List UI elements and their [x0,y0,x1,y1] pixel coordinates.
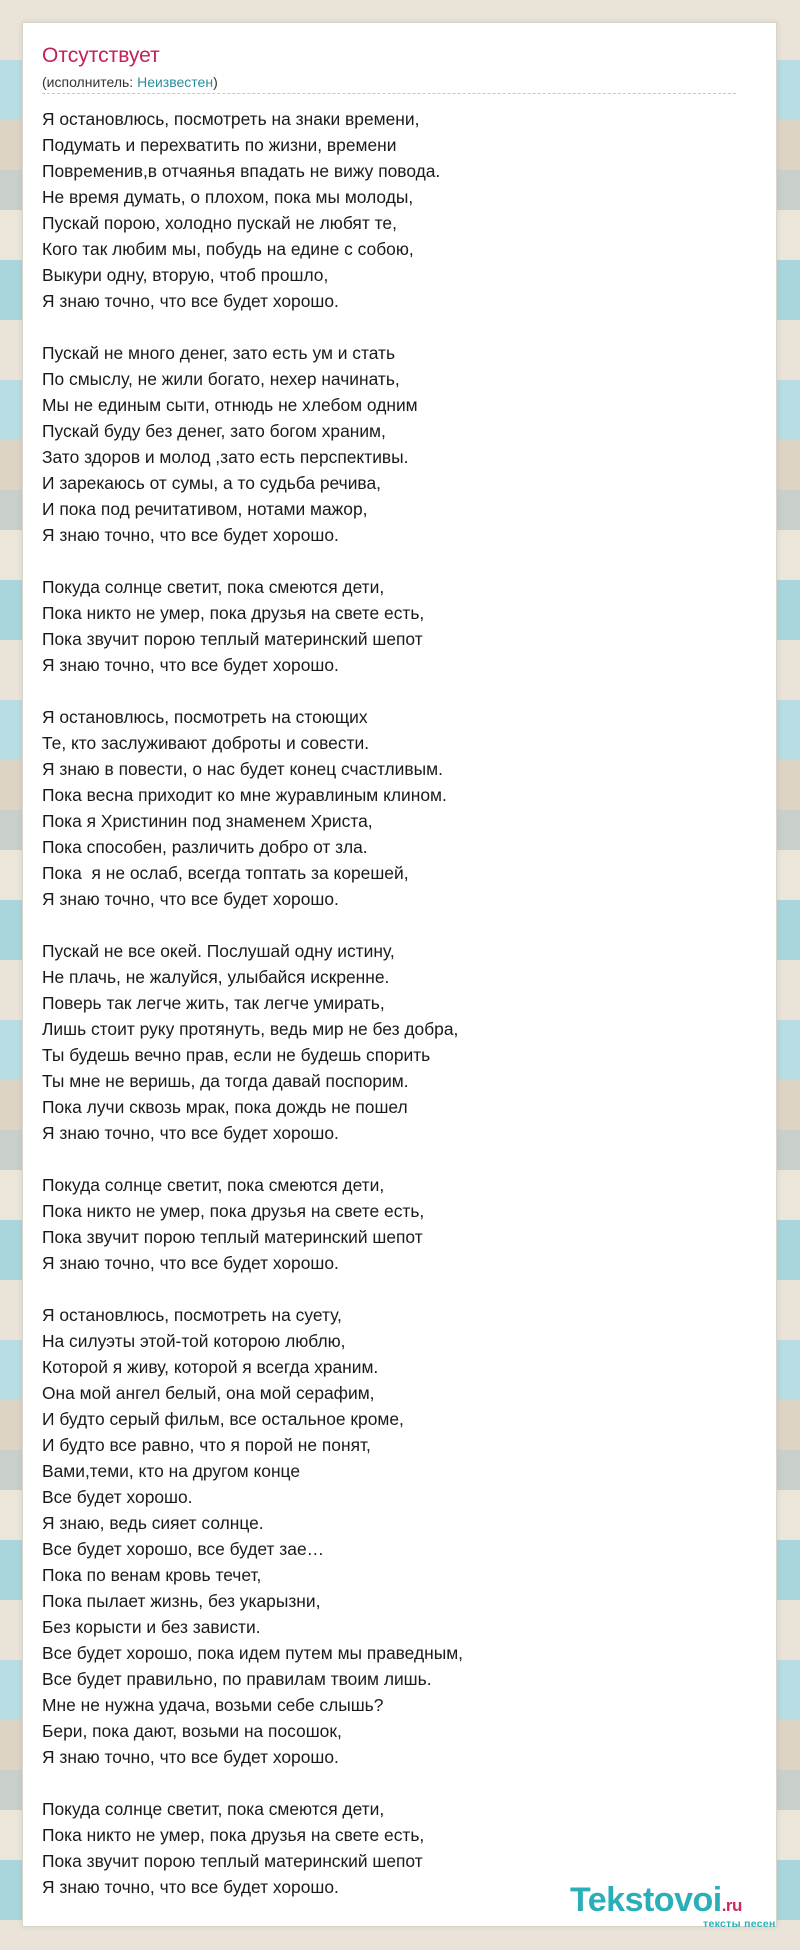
lyric-line: И пока под речитативом, нотами мажор, [42,499,368,519]
lyric-line: Которой я живу, которой я всегда храним. [42,1357,379,1377]
lyrics-card [22,22,777,1927]
artist-suffix: ) [213,74,218,90]
lyric-line: Без корысти и без зависти. [42,1617,261,1637]
title-divider [42,93,736,94]
lyric-line: Я остановлюсь, посмотреть на суету, [42,1305,342,1325]
stanza-gap [42,1146,742,1172]
lyric-line: Я знаю точно, что все будет хорошо. [42,1253,339,1273]
song-title: Отсутствует [42,44,160,67]
lyric-line: Я знаю точно, что все будет хорошо. [42,525,339,545]
lyric-line: И будто серый фильм, все остальное кроме, [42,1409,404,1429]
lyric-line: Зато здоров и молод ,зато есть перспективы. [42,447,409,467]
artist-prefix: (исполнитель: [42,74,138,90]
stanza-gap [42,678,742,704]
lyric-line: Пока весна приходит ко мне журавлиным клином. [42,785,447,805]
lyric-line: Мы не единым сыти, отнюдь не хлебом одним [42,395,418,415]
lyric-line: Пока способен, различить добро от зла. [42,837,368,857]
lyric-line: Я остановлюсь, посмотреть на стоющих [42,707,368,727]
lyric-line: Все будет хорошо, пока идем путем мы праведным, [42,1643,463,1663]
lyric-line: Я знаю точно, что все будет хорошо. [42,1877,339,1897]
lyric-line: Пока звучит порою теплый материнский шепот [42,1851,423,1871]
lyric-line: Покуда солнце светит, пока смеются дети, [42,1799,385,1819]
lyric-line: Те, кто заслуживают доброты и совести. [42,733,370,753]
lyric-line: Не время думать, о плохом, пока мы молоды, [42,187,414,207]
lyric-line: Ты будешь вечно прав, если не будешь спорить [42,1045,431,1065]
lyric-line: Не плачь, не жалуйся, улыбайся искренне. [42,967,390,987]
lyric-line: Бери, пока дают, возьми на посошок, [42,1721,342,1741]
lyric-line: Поверь так легче жить, так легче умирать, [42,993,385,1013]
logo-name: Tekstovoi [570,1881,722,1919]
logo-tagline: тексты песен [703,1918,776,1930]
lyric-line: Вами,теми, кто на другом конце [42,1461,300,1481]
lyric-line: Лишь стоит руку протянуть, ведь мир не без добра, [42,1019,459,1039]
lyric-line: Покуда солнце светит, пока смеются дети, [42,577,385,597]
stanza-gap [42,548,742,574]
lyric-line: Пускай буду без денег, зато богом храним, [42,421,386,441]
lyric-line: Все будет хорошо. [42,1487,193,1507]
lyric-line: Пока звучит порою теплый материнский шепот [42,1227,423,1247]
lyric-line: Ты мне не веришь, да тогда давай поспорим. [42,1071,409,1091]
lyric-line: Подумать и перехватить по жизни, времени [42,135,397,155]
lyric-line: Пускай не все окей. Послушай одну истину, [42,941,395,961]
lyric-line: Все будет хорошо, все будет зае… [42,1539,325,1559]
lyric-line: И будто все равно, что я порой не понят, [42,1435,371,1455]
stanza-gap [42,314,742,340]
lyric-line: На силуэты этой-той которою люблю, [42,1331,346,1351]
artist-link[interactable]: Неизвестен [137,74,214,90]
lyric-line: Повременив,в отчаянья впадать не вижу повода. [42,161,441,181]
lyrics-text [42,106,742,1900]
lyric-line: Пока пылает жизнь, без укарызни, [42,1591,321,1611]
artist-line [42,73,218,91]
lyric-line: Кого так любим мы, побудь на едине с собою, [42,239,414,259]
lyric-line: Пока никто не умер, пока друзья на свете есть, [42,1201,425,1221]
lyric-line: Пока лучи сквозь мрак, пока дождь не пошел [42,1097,408,1117]
lyric-line: Я знаю точно, что все будет хорошо. [42,889,339,909]
lyric-line: Я знаю в повести, о нас будет конец счастливым. [42,759,443,779]
stanza-gap [42,1770,742,1796]
lyric-line: Пока никто не умер, пока друзья на свете есть, [42,1825,425,1845]
lyric-line: Пока я Христинин под знаменем Христа, [42,811,373,831]
lyric-line: По смыслу, не жили богато, нехер начинать, [42,369,400,389]
lyric-line: Я знаю точно, что все будет хорошо. [42,655,339,675]
lyric-line: Мне не нужна удача, возьми себе слышь? [42,1695,384,1715]
lyric-line: Пока никто не умер, пока друзья на свете есть, [42,603,425,623]
lyric-line: И зарекаюсь от сумы, а то судьба речива, [42,473,381,493]
lyric-line: Я знаю точно, что все будет хорошо. [42,1747,339,1767]
lyric-line: Покуда солнце светит, пока смеются дети, [42,1175,385,1195]
lyric-line: Пускай не много денег, зато есть ум и стать [42,343,396,363]
lyric-line: Пускай порою, холодно пускай не любят те, [42,213,397,233]
lyric-line: Я остановлюсь, посмотреть на знаки времени, [42,109,420,129]
lyric-line: Выкури одну, вторую, чтоб прошло, [42,265,329,285]
lyric-line: Я знаю точно, что все будет хорошо. [42,291,339,311]
lyric-line: Пока звучит порою теплый материнский шепот [42,629,423,649]
lyric-line: Пока я не ослаб, всегда топтать за корешей, [42,863,409,883]
lyric-line: Я знаю точно, что все будет хорошо. [42,1123,339,1143]
lyric-line: Все будет правильно, по правилам твоим лишь. [42,1669,432,1689]
lyric-line: Пока по венам кровь течет, [42,1565,262,1585]
stanza-gap [42,912,742,938]
lyric-line: Я знаю, ведь сияет солнце. [42,1513,264,1533]
logo-tld: .ru [721,1896,742,1915]
stanza-gap [42,1276,742,1302]
lyric-line: Она мой ангел белый, она мой серафим, [42,1383,375,1403]
